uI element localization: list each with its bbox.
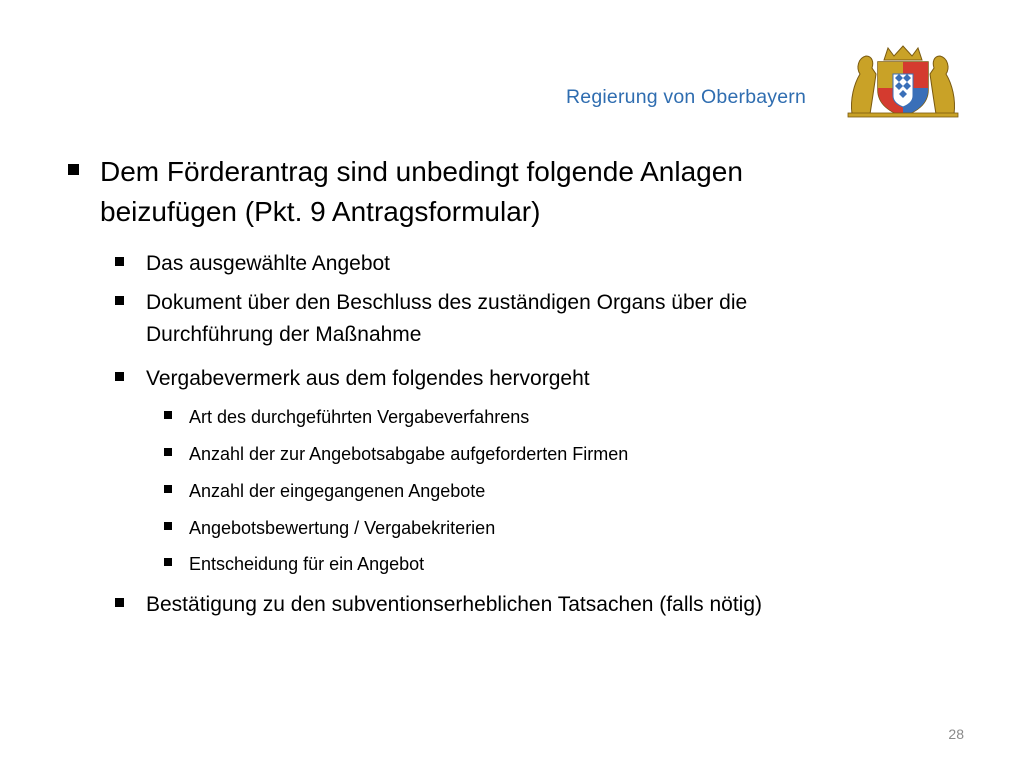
bullet-text: Anzahl der zur Angebotsabgabe aufgeforderten Firmen	[189, 444, 629, 464]
page-number: 28	[948, 726, 964, 742]
bullet-text-line2: beizufügen (Pkt. 9 Antragsformular)	[100, 196, 541, 227]
square-bullet-icon	[164, 558, 172, 566]
bullet-item	[189, 477, 485, 505]
bullet-text: Bestätigung zu den subventionserheblichen Tatsachen (falls nötig)	[146, 593, 763, 616]
bullet-text: Vergabevermerk aus dem folgendes hervorgeht	[146, 367, 590, 390]
bullet-item	[189, 403, 529, 431]
square-bullet-icon	[164, 522, 172, 530]
bullet-item	[146, 248, 390, 280]
bullet-text: Art des durchgeführten Vergabeverfahrens	[189, 407, 530, 427]
bullet-item	[146, 287, 747, 351]
square-bullet-icon	[164, 448, 172, 456]
bavarian-coat-of-arms-logo	[846, 44, 960, 118]
square-bullet-icon	[68, 164, 79, 175]
bullet-item	[189, 514, 495, 542]
bullet-item	[189, 440, 628, 468]
bullet-item	[189, 550, 424, 578]
square-bullet-icon	[164, 411, 172, 419]
bullet-text: Das ausgewählte Angebot	[146, 252, 391, 275]
bullet-text-line1: Dokument über den Beschluss des zuständigen Organs über die	[146, 291, 748, 314]
bullet-text-line2: Durchführung der Maßnahme	[146, 323, 422, 346]
bullet-text: Entscheidung für ein Angebot	[189, 554, 425, 574]
bullet-item	[100, 152, 743, 232]
bullet-text: Anzahl der eingegangenen Angebote	[189, 481, 486, 501]
square-bullet-icon	[115, 257, 124, 266]
header-title: Regierung von Oberbayern	[566, 86, 807, 108]
bullet-item	[146, 363, 590, 395]
bullet-item	[146, 589, 762, 621]
square-bullet-icon	[164, 485, 172, 493]
bullet-text-line1: Dem Förderantrag sind unbedingt folgende Anlagen	[100, 156, 743, 187]
square-bullet-icon	[115, 296, 124, 305]
bullet-text: Angebotsbewertung / Vergabekriterien	[189, 518, 496, 538]
square-bullet-icon	[115, 598, 124, 607]
square-bullet-icon	[115, 372, 124, 381]
